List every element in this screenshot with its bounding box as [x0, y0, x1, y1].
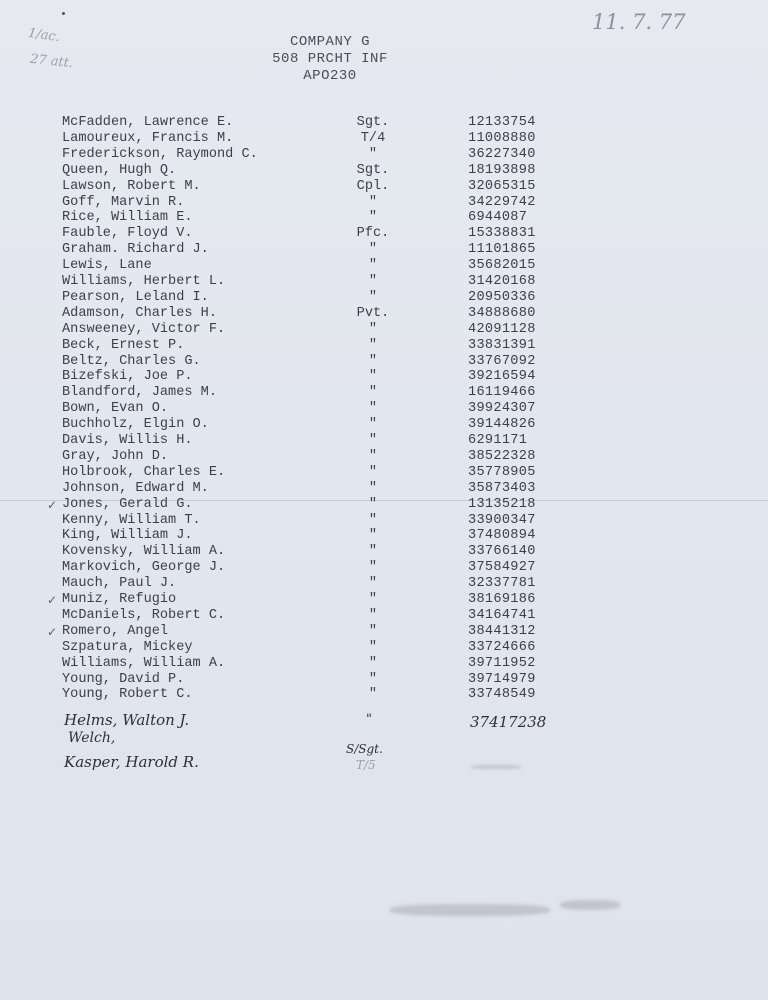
pencil-date: 11. 7. 77: [592, 10, 686, 34]
handwritten-name-kasper: Kasper, Harold R.: [64, 753, 199, 771]
ink-smudge: [560, 900, 620, 910]
soldier-rank: Cpl.: [356, 178, 390, 194]
soldier-rank: ": [368, 353, 378, 369]
soldier-name: Williams, William A.: [62, 655, 226, 671]
soldier-rank: ": [368, 417, 378, 433]
roster-row: [0, 449, 768, 465]
soldier-rank: ": [368, 655, 378, 671]
roster-row: [0, 163, 768, 179]
ink-speck: [62, 12, 65, 15]
soldier-name: Holbrook, Charles E.: [62, 464, 226, 480]
soldier-serial-number: 39144826: [468, 417, 536, 433]
soldier-serial-number: 33724666: [468, 639, 536, 655]
roster-row: [0, 147, 768, 163]
roster-row: [0, 640, 768, 656]
soldier-rank: ": [368, 560, 378, 576]
checkmark-icon: ✓: [47, 593, 58, 607]
roster-row: [0, 687, 768, 703]
soldier-serial-number: 35778905: [468, 464, 536, 480]
soldier-name: Goff, Marvin R.: [62, 194, 185, 210]
soldier-serial-number: 42091128: [468, 321, 536, 337]
soldier-name: Adamson, Charles H.: [62, 305, 217, 321]
pencil-note: 27 att.: [29, 51, 74, 72]
soldier-name: Szpatura, Mickey: [62, 639, 193, 655]
soldier-rank: ": [368, 576, 378, 592]
roster-row: [0, 560, 768, 576]
handwritten-name-helms: Helms, Walton J.: [64, 711, 190, 729]
soldier-rank: ": [368, 337, 378, 353]
soldier-serial-number: 34888680: [468, 305, 536, 321]
soldier-rank: ": [368, 496, 378, 512]
soldier-rank: ": [368, 242, 378, 258]
soldier-serial-number: 15338831: [468, 226, 536, 242]
soldier-serial-number: 38441312: [468, 623, 536, 639]
soldier-name: Markovich, George J.: [62, 560, 226, 576]
soldier-name: Bizefski, Joe P.: [62, 369, 193, 385]
soldier-name: Lewis, Lane: [62, 258, 152, 274]
soldier-serial-number: 20950336: [468, 289, 536, 305]
soldier-serial-number: 36227340: [468, 146, 536, 162]
soldier-rank: ": [368, 639, 378, 655]
soldier-serial-number: 11008880: [468, 130, 536, 146]
roster-row: [0, 528, 768, 544]
soldier-name: Williams, Herbert L.: [62, 274, 226, 289]
checkmark-icon: ✓: [47, 624, 58, 639]
soldier-name: Rice, William E.: [62, 210, 193, 226]
roster-row: [0, 258, 768, 274]
soldier-name: Lawson, Robert M.: [62, 178, 201, 194]
soldier-rank: ": [368, 274, 378, 289]
roster-row: [0, 576, 768, 592]
soldier-serial-number: 16119466: [468, 385, 536, 401]
soldier-serial-number: 32337781: [468, 576, 536, 592]
ink-smudge: [390, 904, 550, 916]
soldier-name: Queen, Hugh Q.: [62, 162, 177, 178]
soldier-serial-number: 18193898: [468, 162, 536, 178]
soldier-name: Pearson, Leland I.: [62, 289, 209, 305]
soldier-serial-number: 33766140: [468, 544, 536, 560]
soldier-serial-number: 39711952: [468, 655, 536, 671]
soldier-rank: ": [368, 544, 378, 560]
handwritten-serial-helms: 37417238: [470, 713, 547, 731]
roster-row: [0, 544, 768, 560]
soldier-name: Young, Robert C.: [62, 687, 193, 703]
soldier-name: Beck, Ernest P.: [62, 337, 185, 353]
roster-row: [0, 179, 768, 195]
handwritten-rank-ssgt: S/Sgt.: [346, 742, 383, 756]
soldier-rank: ": [368, 480, 378, 496]
soldier-rank: ": [368, 433, 378, 448]
roster-row: [0, 513, 768, 529]
soldier-name: Romero, Angel: [62, 623, 169, 639]
soldier-rank: ": [368, 289, 378, 305]
soldier-serial-number: 39924307: [468, 401, 536, 417]
roster-row: [0, 385, 768, 401]
soldier-rank: ": [368, 623, 378, 639]
soldier-serial-number: 39216594: [468, 369, 536, 385]
roster-row: [0, 433, 768, 449]
soldier-name: Blandford, James M.: [62, 385, 217, 401]
soldier-rank: ": [368, 592, 378, 607]
roster-row: [0, 242, 768, 258]
roster-row: [0, 338, 768, 354]
handwritten-name-welch: Welch,: [68, 730, 116, 746]
roster-row: [0, 210, 768, 226]
soldier-rank: Sgt.: [356, 162, 390, 178]
soldier-rank: Sgt.: [356, 115, 390, 130]
roster-row: [0, 115, 768, 131]
roster-row: [0, 401, 768, 417]
soldier-name: Buchholz, Elgin O.: [62, 417, 209, 433]
soldier-serial-number: 39714979: [468, 671, 536, 687]
roster-row: [0, 624, 768, 640]
soldier-rank: T/4: [360, 130, 386, 146]
soldier-name: Beltz, Charles G.: [62, 353, 201, 369]
soldier-name: Kovensky, William A.: [62, 544, 226, 560]
roster-row: [0, 672, 768, 688]
roster-row: [0, 465, 768, 481]
handwritten-ditto: ": [366, 712, 372, 727]
soldier-rank: ": [368, 401, 378, 417]
soldier-serial-number: 33767092: [468, 353, 536, 369]
soldier-serial-number: 31420168: [468, 274, 536, 289]
soldier-serial-number: 11101865: [468, 242, 536, 258]
soldier-rank: ": [368, 194, 378, 210]
soldier-serial-number: 37480894: [468, 528, 536, 544]
roster-row: [0, 322, 768, 338]
soldier-rank: ": [368, 210, 378, 226]
soldier-name: McDaniels, Robert C.: [62, 607, 226, 623]
roster-row: [0, 226, 768, 242]
soldier-serial-number: 34229742: [468, 194, 536, 210]
roster-row: [0, 195, 768, 211]
soldier-rank: ": [368, 528, 378, 544]
company-heading: COMPANY G: [289, 34, 371, 50]
roster-row: [0, 417, 768, 433]
soldier-serial-number: 6944087: [468, 210, 528, 226]
soldier-name: Lamoureux, Francis M.: [62, 130, 234, 146]
soldier-rank: ": [368, 607, 378, 623]
soldier-name: Jones, Gerald G.: [62, 496, 193, 512]
soldier-name: Answeeney, Victor F.: [62, 321, 226, 337]
soldier-name: McFadden, Lawrence E.: [62, 115, 234, 130]
soldier-name: King, William J.: [62, 528, 193, 544]
roster-row: [0, 274, 768, 290]
unit-heading: 508 PRCHT INF: [272, 51, 388, 67]
apo-heading: APO230: [303, 68, 357, 84]
soldier-serial-number: 12133754: [468, 115, 536, 130]
soldier-rank: ": [368, 448, 378, 464]
soldier-rank: Pvt.: [356, 305, 390, 321]
pencil-note: 1/ac.: [27, 25, 61, 46]
soldier-serial-number: 35873403: [468, 480, 536, 496]
soldier-name: Davis, Willis H.: [62, 433, 193, 448]
soldier-rank: ": [368, 512, 378, 528]
soldier-name: Muniz, Refugio: [62, 592, 177, 607]
soldier-serial-number: 32065315: [468, 178, 536, 194]
soldier-name: Bown, Evan O.: [62, 401, 169, 417]
soldier-name: Graham. Richard J.: [62, 242, 209, 258]
soldier-rank: ": [368, 671, 378, 687]
soldier-serial-number: 33900347: [468, 512, 536, 528]
soldier-name: Gray, John D.: [62, 448, 169, 464]
roster-row: [0, 656, 768, 672]
soldier-serial-number: 34164741: [468, 607, 536, 623]
roster-row: [0, 131, 768, 147]
soldier-rank: ": [368, 321, 378, 337]
soldier-serial-number: 37584927: [468, 560, 536, 576]
soldier-name: Fauble, Floyd V.: [62, 226, 193, 242]
roster-row: [0, 306, 768, 322]
roster-row: [0, 290, 768, 306]
soldier-rank: Pfc.: [356, 226, 390, 242]
roster-row: [0, 354, 768, 370]
soldier-name: Johnson, Edward M.: [62, 480, 209, 496]
soldier-serial-number: 33831391: [468, 337, 536, 353]
soldier-serial-number: 33748549: [468, 687, 536, 703]
soldier-rank: ": [368, 369, 378, 385]
soldier-name: Frederickson, Raymond C.: [62, 146, 258, 162]
ink-smudge: [470, 765, 522, 769]
roster-row: [0, 592, 768, 608]
soldier-rank: ": [368, 385, 378, 401]
soldier-name: Young, David P.: [62, 671, 185, 687]
roster-row: [0, 369, 768, 385]
checkmark-icon: ✓: [47, 497, 58, 512]
roster-row: [0, 481, 768, 497]
soldier-serial-number: 35682015: [468, 258, 536, 274]
soldier-serial-number: 6291171: [468, 433, 528, 448]
soldier-name: Kenny, William T.: [62, 512, 201, 528]
soldier-rank: ": [368, 464, 378, 480]
soldier-serial-number: 38522328: [468, 448, 536, 464]
soldier-rank: ": [368, 258, 378, 274]
soldier-name: Mauch, Paul J.: [62, 576, 177, 592]
soldier-serial-number: 38169186: [468, 592, 536, 607]
soldier-serial-number: 13135218: [468, 496, 536, 512]
soldier-rank: ": [368, 687, 378, 703]
roster-row: [0, 608, 768, 624]
soldier-rank: ": [368, 146, 378, 162]
roster-row: [0, 497, 768, 513]
handwritten-rank-t5: T/5: [356, 758, 376, 772]
